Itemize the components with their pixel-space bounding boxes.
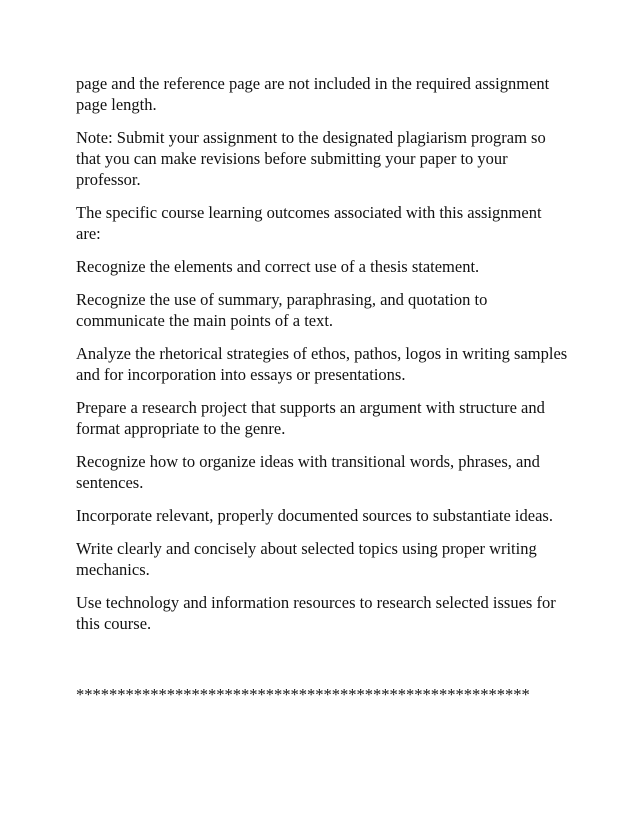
outcome-documented-sources: Incorporate relevant, properly documented sources to substantiate ideas. xyxy=(76,506,553,525)
document-body xyxy=(76,73,568,646)
asterisk-separator: ******************************************************* xyxy=(76,685,530,704)
paragraph-outcomes-intro: The specific course learning outcomes associated with this assignment are: xyxy=(76,203,542,243)
outcome-thesis-statement: Recognize the elements and correct use of a thesis statement. xyxy=(76,257,480,276)
outcome-writing-mechanics: Write clearly and concisely about selected topics using proper writing mechanics. xyxy=(76,539,537,579)
paragraph-page-length-note: page and the reference page are not included in the required assignment page length. xyxy=(76,74,550,114)
outcome-rhetorical-strategies: Analyze the rhetorical strategies of ethos, pathos, logos in writing samples and for incorporation into essays or presentations. xyxy=(76,344,568,384)
paragraph-plagiarism-note: Note: Submit your assignment to the designated plagiarism program so that you can make revisions before submitting your paper to your professor. xyxy=(76,128,546,189)
outcome-summary-paraphrasing: Recognize the use of summary, paraphrasing, and quotation to communicate the main points of a text. xyxy=(76,290,488,330)
outcome-technology-resources: Use technology and information resources to research selected issues for this course. xyxy=(76,593,556,633)
outcome-organize-ideas: Recognize how to organize ideas with transitional words, phrases, and sentences. xyxy=(76,452,540,492)
outcome-research-project: Prepare a research project that supports an argument with structure and format appropriate to the genre. xyxy=(76,398,545,438)
